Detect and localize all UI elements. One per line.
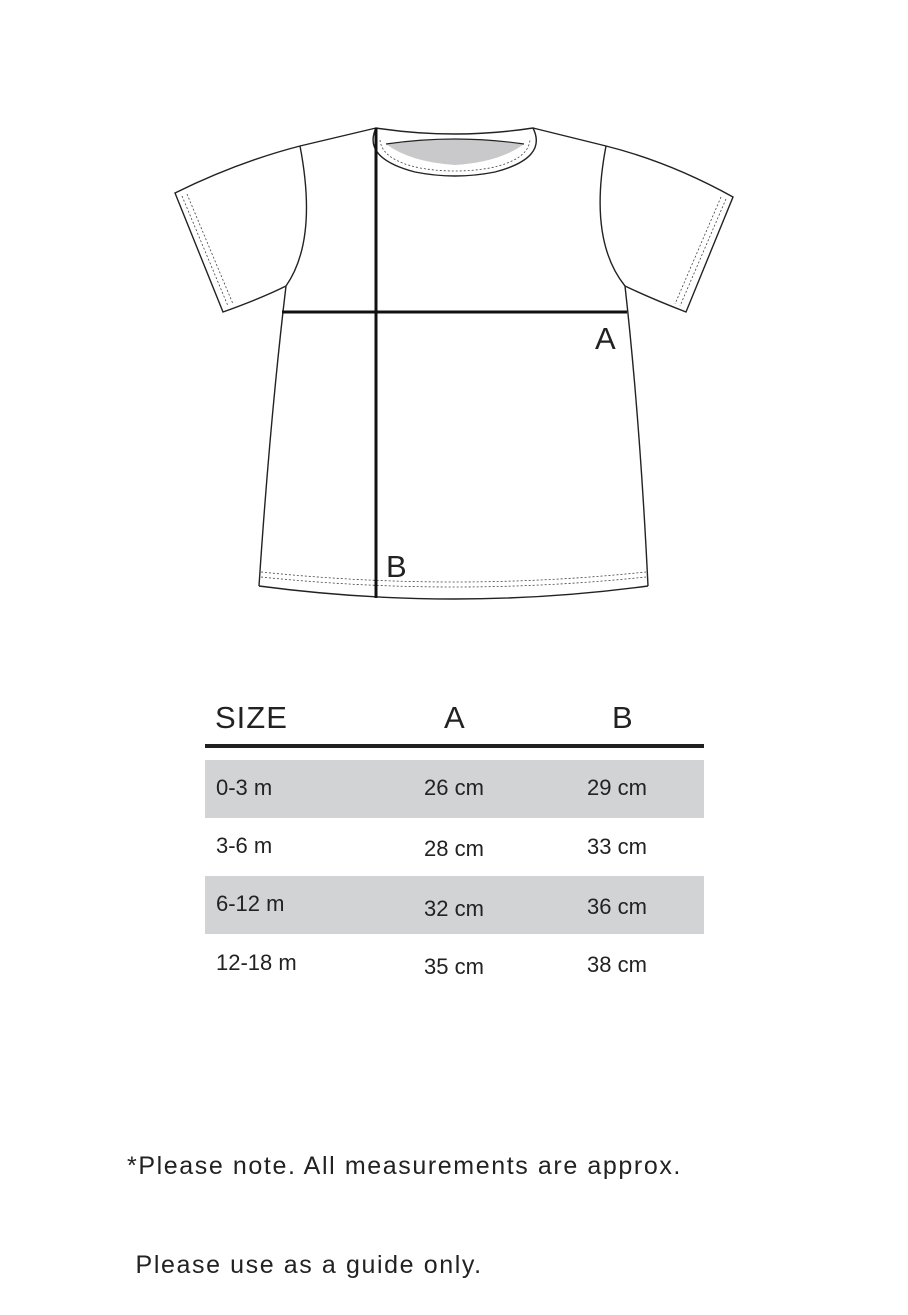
cell-size: 12-18 m [216, 950, 297, 975]
table-row [205, 760, 704, 818]
header-b: B [612, 700, 634, 735]
table-row [205, 818, 704, 876]
cell-b: 33 cm [587, 834, 647, 859]
measurement-disclaimer [127, 1084, 682, 1315]
cell-size: 6-12 m [216, 891, 285, 916]
cell-b: 38 cm [587, 952, 647, 977]
left-shoulder-seam [300, 128, 376, 146]
body-left-side [259, 286, 286, 586]
disclaimer-line-2: Please use as a guide only. [127, 1251, 483, 1279]
cell-size: 3-6 m [216, 833, 273, 858]
cell-a: 26 cm [424, 775, 484, 800]
neck-interior [386, 139, 524, 165]
right-sleeve-curve [600, 146, 625, 286]
body-right-side [625, 286, 648, 586]
measurement-label-b: B [386, 549, 407, 584]
disclaimer-line-1: *Please note. All measurements are approx. [127, 1152, 682, 1180]
right-sleeve-hem-stitch [675, 197, 726, 306]
table-header [205, 688, 704, 748]
body-hem [259, 586, 648, 599]
left-sleeve [175, 146, 300, 312]
cell-a: 28 cm [424, 836, 484, 861]
table-row [205, 934, 704, 992]
cell-a: 32 cm [424, 896, 484, 921]
cell-b: 29 cm [587, 775, 647, 800]
cell-b: 36 cm [587, 894, 647, 919]
cell-size: 0-3 m [216, 775, 273, 800]
measurement-label-a: A [595, 321, 616, 356]
hem-stitch [261, 572, 646, 587]
table-row [205, 876, 704, 934]
size-chart-table [205, 688, 704, 992]
table-body [205, 760, 704, 992]
left-sleeve-curve [286, 146, 306, 286]
header-size: SIZE [215, 700, 288, 735]
right-shoulder-seam [533, 128, 606, 146]
header-a: A [444, 700, 466, 735]
cell-a: 35 cm [424, 954, 484, 979]
tshirt-measurement-diagram [0, 0, 908, 640]
left-sleeve-hem-stitch [182, 194, 233, 306]
